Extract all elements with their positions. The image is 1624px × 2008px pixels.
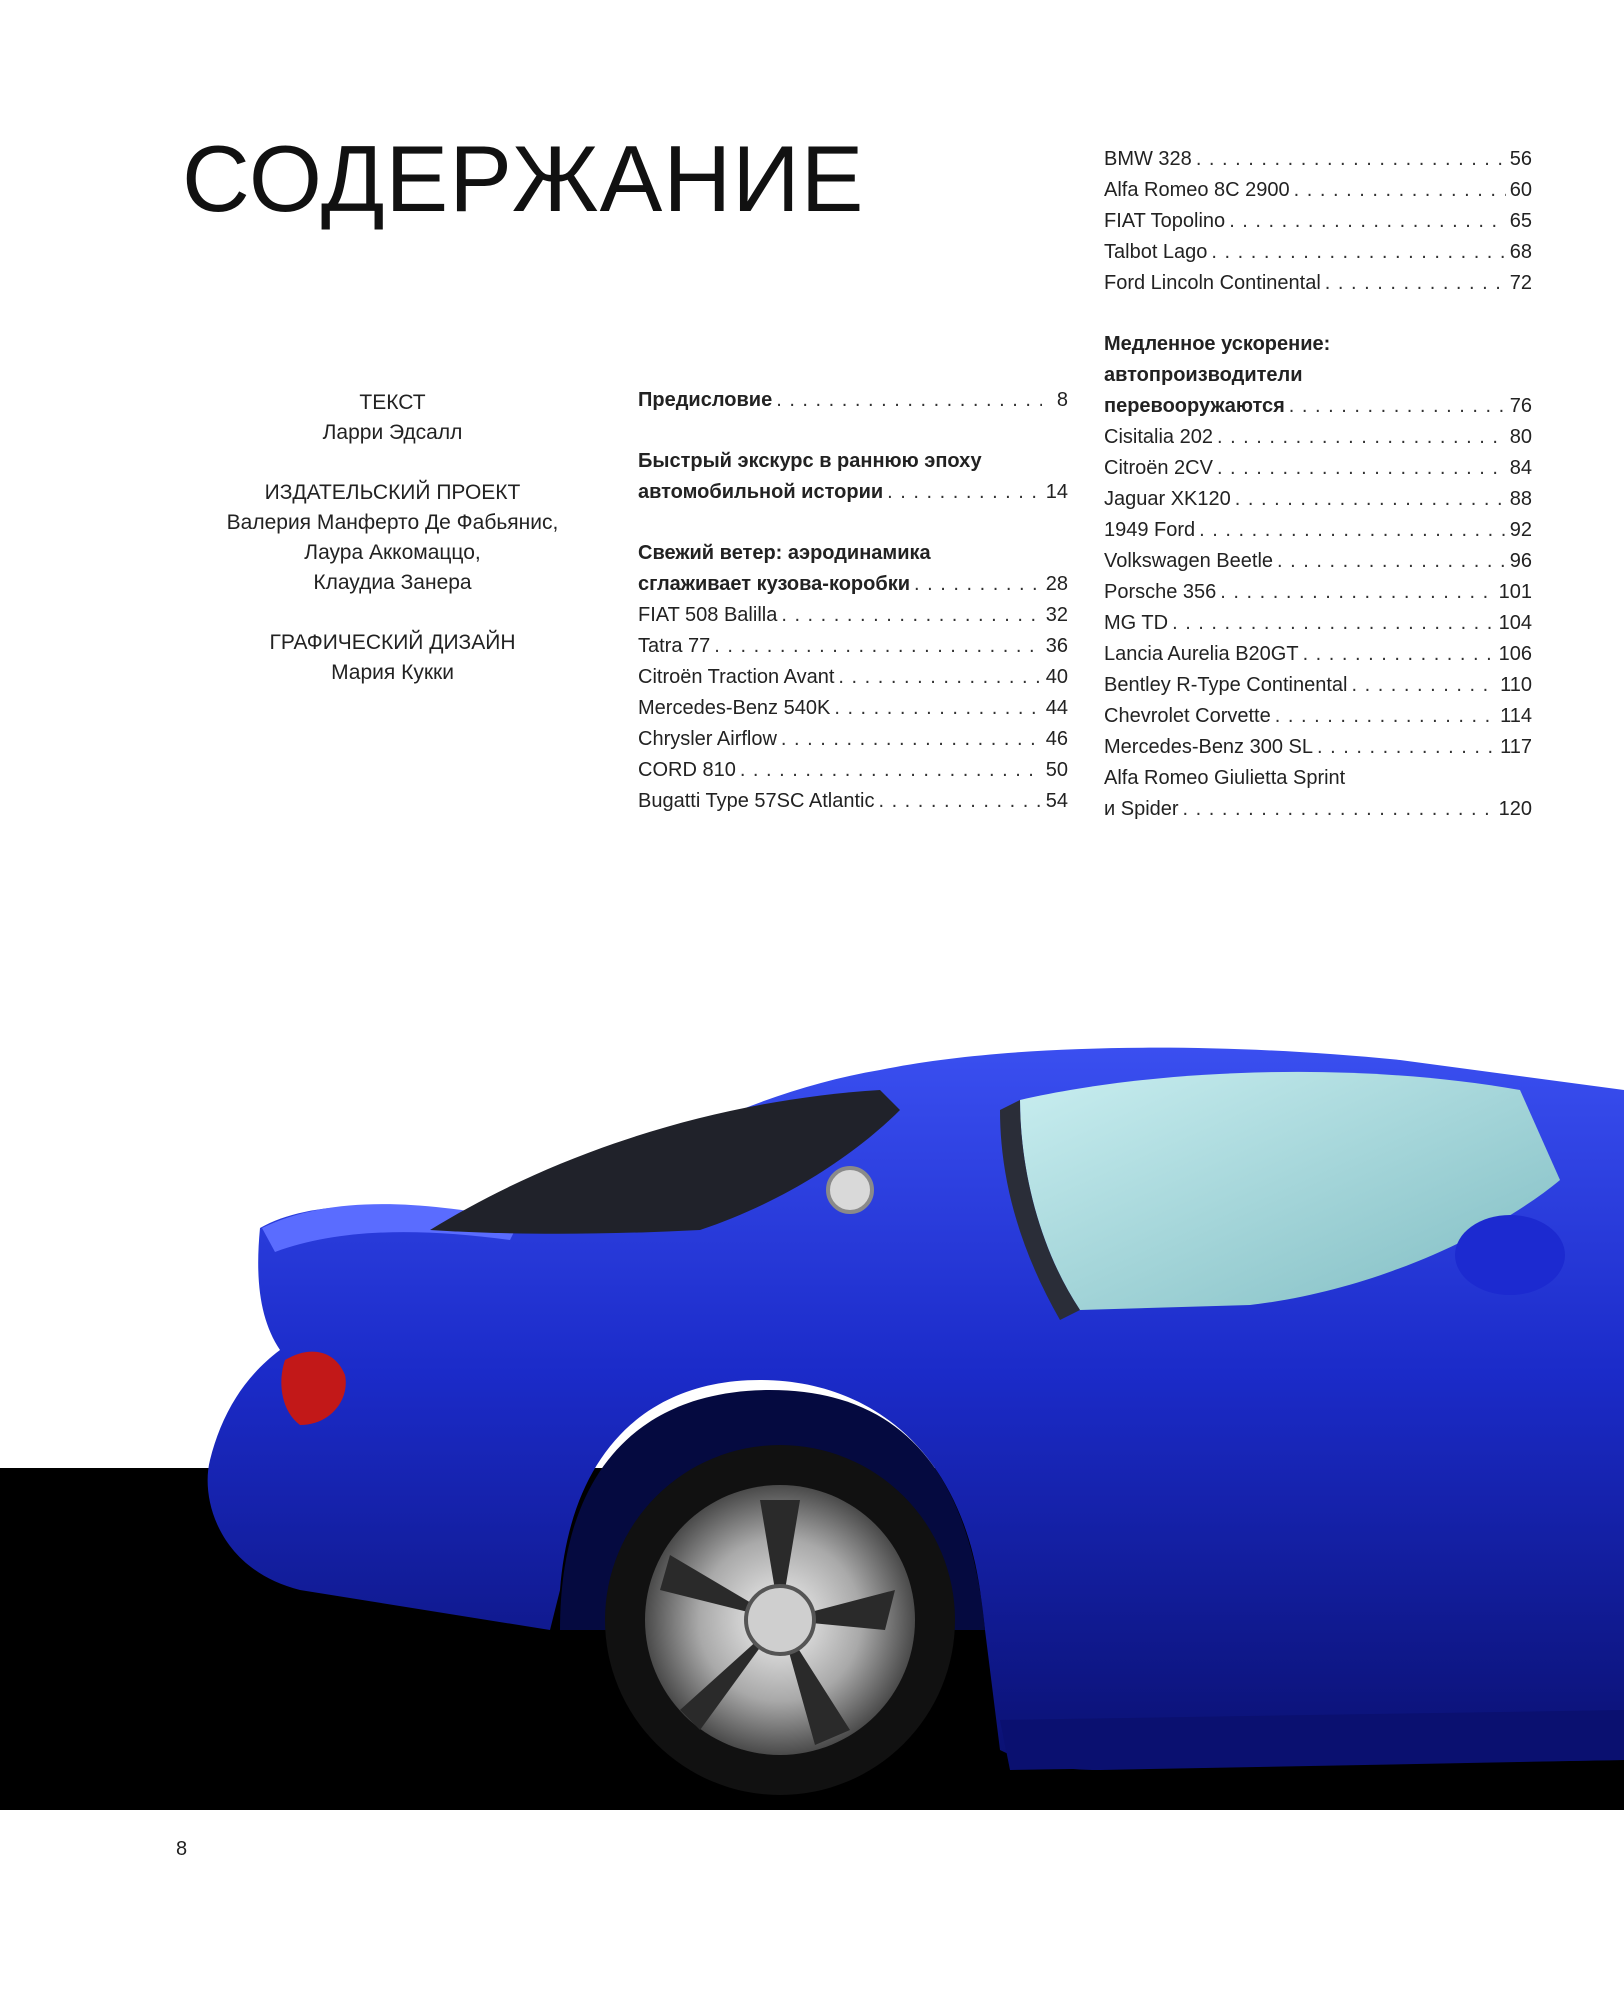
toc-label: Bentley R-Type Continental <box>1104 674 1348 696</box>
toc-label: Предисловие <box>638 389 773 411</box>
hub-cap <box>746 1586 814 1654</box>
toc-entry[interactable] <box>1104 608 1532 639</box>
toc-label: FIAT 508 Balilla <box>638 604 778 626</box>
toc-leader <box>781 600 1041 631</box>
toc-label: Alfa Romeo 8C 2900 <box>1104 179 1290 201</box>
toc-page: 36 <box>1045 635 1068 657</box>
page-number: 8 <box>176 1838 188 1860</box>
toc-label: Lancia Aurelia B20GT <box>1104 643 1299 665</box>
toc-leader <box>1289 391 1506 422</box>
toc-entry[interactable] <box>1104 484 1532 515</box>
toc-entry[interactable] <box>1104 144 1532 175</box>
credit-name: Лаура Аккомаццо, <box>304 541 481 564</box>
car-photo <box>0 1030 1624 1810</box>
toc-label: Cisitalia 202 <box>1104 426 1213 448</box>
toc-page: 60 <box>1509 179 1532 201</box>
toc-page: 28 <box>1045 573 1068 595</box>
toc-page: 92 <box>1509 519 1532 541</box>
toc-page: 44 <box>1045 697 1068 719</box>
toc-leader <box>1229 206 1506 237</box>
toc-label: Citroën 2CV <box>1104 457 1213 479</box>
toc-page: 76 <box>1509 395 1532 417</box>
toc-leader <box>1235 484 1506 515</box>
toc-page: 8 <box>1056 389 1068 411</box>
toc-leader <box>1199 515 1506 546</box>
toc-label: Citroën Traction Avant <box>638 666 835 688</box>
credit-name: Мария Кукки <box>331 661 454 684</box>
toc-leader <box>1196 144 1506 175</box>
toc-entry-continued: Alfa Romeo Giulietta Sprint <box>1104 767 1346 789</box>
toc-label: Tatra 77 <box>638 635 711 657</box>
toc-entry-list <box>1104 422 1532 763</box>
toc-page: 96 <box>1509 550 1532 572</box>
toc-label: Ford Lincoln Continental <box>1104 272 1321 294</box>
toc-page: 14 <box>1045 481 1068 503</box>
toc-leader <box>776 385 1042 416</box>
toc-page: 32 <box>1045 604 1068 626</box>
toc-leader <box>1303 639 1495 670</box>
toc-label: 1949 Ford <box>1104 519 1196 541</box>
toc-page: 117 <box>1500 736 1532 758</box>
toc-column-right <box>1104 144 1532 825</box>
toc-page: 114 <box>1500 705 1532 727</box>
toc-entry[interactable] <box>638 755 1068 786</box>
toc-leader <box>1220 577 1494 608</box>
toc-entry[interactable] <box>1104 422 1532 453</box>
toc-label: перевооружаются <box>1104 395 1285 417</box>
toc-label: BMW 328 <box>1104 148 1192 170</box>
toc-label: MG TD <box>1104 612 1169 634</box>
toc-label: Chevrolet Corvette <box>1104 705 1271 727</box>
toc-column-middle <box>638 385 1068 817</box>
side-mirror <box>1455 1215 1565 1295</box>
toc-page: 40 <box>1045 666 1068 688</box>
toc-page: 84 <box>1509 457 1532 479</box>
toc-page: 56 <box>1509 148 1532 170</box>
toc-entry-section[interactable] <box>1104 391 1532 422</box>
toc-label: автомобильной истории <box>638 481 884 503</box>
toc-entry[interactable] <box>1104 639 1532 670</box>
toc-page: 50 <box>1045 759 1068 781</box>
toc-leader <box>1294 175 1506 206</box>
credits <box>190 388 595 718</box>
toc-leader <box>1211 237 1505 268</box>
credit-role: ТЕКСТ <box>359 391 426 414</box>
toc-entry[interactable] <box>638 786 1068 817</box>
toc-leader <box>1351 670 1496 701</box>
toc-leader <box>1275 701 1496 732</box>
toc-page: 110 <box>1500 674 1532 696</box>
toc-entry[interactable] <box>638 631 1068 662</box>
toc-leader <box>1325 268 1506 299</box>
toc-label: сглаживает кузова-коробки <box>638 573 911 595</box>
toc-page: 80 <box>1509 426 1532 448</box>
toc-entry[interactable] <box>1104 670 1532 701</box>
toc-page: 106 <box>1498 643 1532 665</box>
toc-leader <box>714 631 1041 662</box>
toc-label: Mercedes-Benz 540K <box>638 697 831 719</box>
toc-page: 68 <box>1509 241 1532 263</box>
toc-page: 101 <box>1498 581 1532 603</box>
toc-label: Talbot Lago <box>1104 241 1208 263</box>
toc-entry[interactable] <box>1104 701 1532 732</box>
toc-entry-list <box>1104 144 1532 299</box>
toc-entry[interactable] <box>1104 453 1532 484</box>
toc-entry[interactable] <box>1104 206 1532 237</box>
toc-label: Chrysler Airflow <box>638 728 777 750</box>
toc-entry-list <box>638 600 1068 817</box>
toc-entry[interactable] <box>1104 732 1532 763</box>
toc-entry[interactable] <box>1104 794 1532 825</box>
toc-section-heading: Быстрый экскурс в раннюю эпоху <box>638 450 982 472</box>
credit-design <box>190 628 595 688</box>
toc-entry[interactable] <box>1104 237 1532 268</box>
toc-leader <box>1183 794 1495 825</box>
toc-entry[interactable] <box>1104 546 1532 577</box>
toc-label: Porsche 356 <box>1104 581 1217 603</box>
toc-leader <box>740 755 1042 786</box>
toc-page: 88 <box>1509 488 1532 510</box>
toc-entry-preface[interactable] <box>638 385 1068 416</box>
toc-leader <box>878 786 1041 817</box>
toc-leader <box>1277 546 1506 577</box>
toc-leader <box>1172 608 1495 639</box>
toc-label: Mercedes-Benz 300 SL <box>1104 736 1314 758</box>
toc-entry[interactable] <box>638 600 1068 631</box>
toc-label: CORD 810 <box>638 759 736 781</box>
credit-name: Клаудиа Занера <box>313 571 472 594</box>
toc-label: и Spider <box>1104 798 1179 820</box>
toc-entry[interactable] <box>1104 515 1532 546</box>
toc-page: 120 <box>1498 798 1532 820</box>
toc-leader <box>914 569 1042 600</box>
credit-publishing <box>190 478 595 598</box>
toc-leader <box>1217 453 1506 484</box>
side-sill <box>1000 1710 1624 1770</box>
credit-role: ГРАФИЧЕСКИЙ ДИЗАЙН <box>269 631 516 654</box>
toc-section-heading: Медленное ускорение: <box>1104 333 1331 355</box>
toc-entry[interactable] <box>638 724 1068 755</box>
toc-entry[interactable] <box>638 662 1068 693</box>
toc-leader <box>781 724 1042 755</box>
toc-entry-section[interactable] <box>638 569 1068 600</box>
credit-name: Валерия Манферто Де Фабьянис, <box>226 511 559 534</box>
toc-leader <box>838 662 1041 693</box>
toc-page: 54 <box>1045 790 1068 812</box>
credit-name: Ларри Эдсалл <box>322 421 463 444</box>
toc-label: Volkswagen Beetle <box>1104 550 1274 572</box>
page-title: СОДЕРЖАНИЕ <box>182 126 865 231</box>
toc-label: Bugatti Type 57SC Atlantic <box>638 790 875 812</box>
toc-leader <box>834 693 1041 724</box>
toc-label: FIAT Topolino <box>1104 210 1226 232</box>
credit-text <box>190 388 595 448</box>
toc-page: 104 <box>1498 612 1532 634</box>
toc-page: 46 <box>1045 728 1068 750</box>
toc-entry[interactable] <box>638 693 1068 724</box>
toc-entry[interactable] <box>1104 577 1532 608</box>
credit-role: ИЗДАТЕЛЬСКИЙ ПРОЕКТ <box>264 481 521 504</box>
toc-leader <box>1317 732 1496 763</box>
toc-entry[interactable] <box>1104 175 1532 206</box>
toc-leader <box>1217 422 1506 453</box>
toc-entry-section[interactable] <box>638 477 1068 508</box>
toc-entry[interactable] <box>1104 268 1532 299</box>
toc-section-heading: автопроизводители <box>1104 364 1303 386</box>
toc-label: Jaguar XK120 <box>1104 488 1231 510</box>
toc-page: 72 <box>1509 272 1532 294</box>
fuel-cap <box>828 1168 872 1212</box>
toc-leader <box>887 477 1042 508</box>
toc-section-heading: Свежий ветер: аэродинамика <box>638 542 931 564</box>
toc-page: 65 <box>1509 210 1532 232</box>
